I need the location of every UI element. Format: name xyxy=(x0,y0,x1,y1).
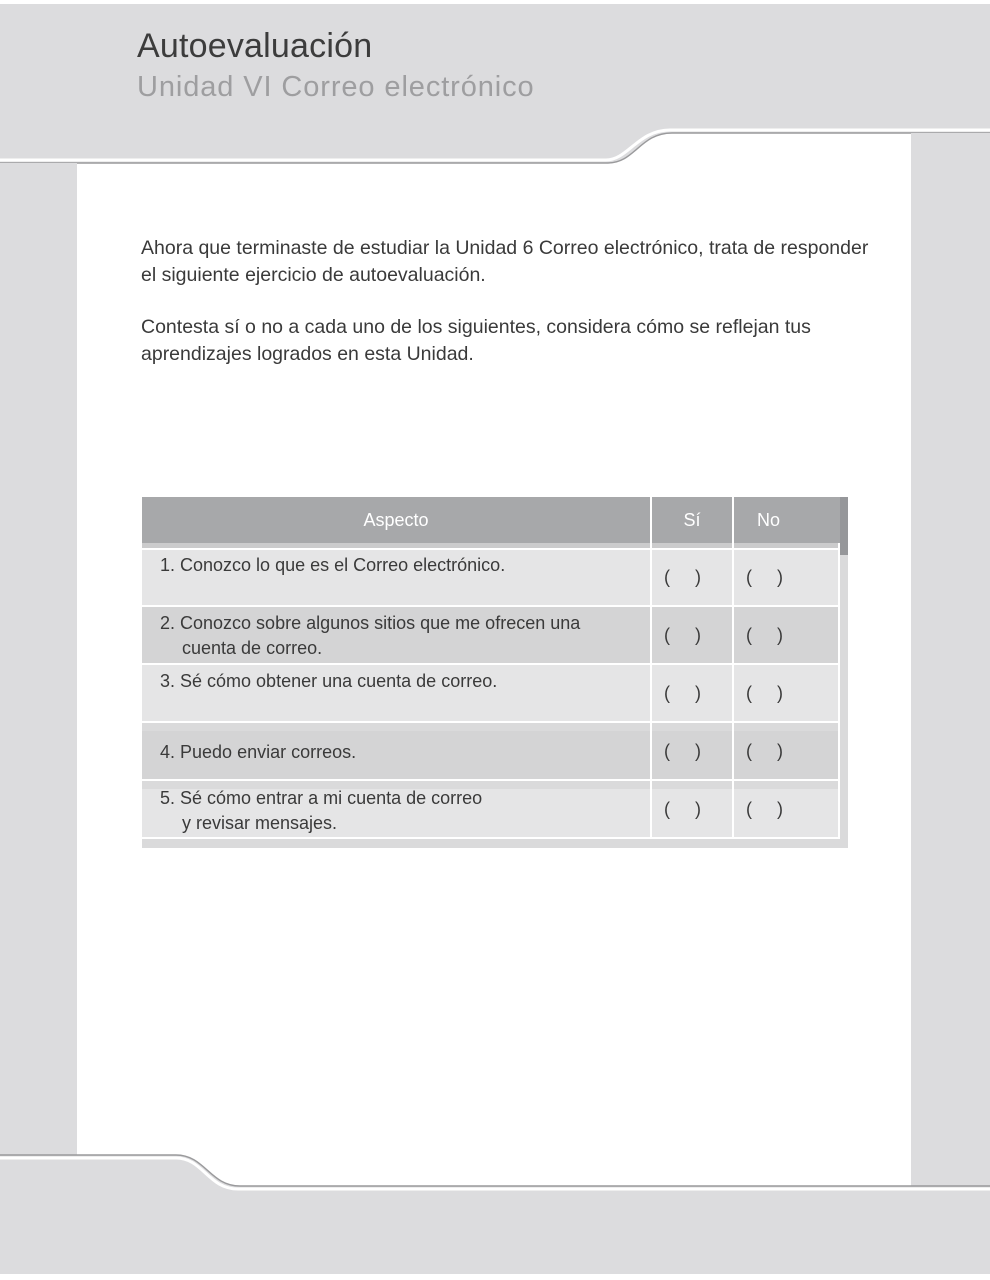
right-band xyxy=(911,133,990,1193)
column-divider xyxy=(838,543,840,839)
row-divider xyxy=(142,721,840,723)
answer-no-4[interactable]: ( ) xyxy=(746,741,783,761)
aspect-5: 5. Sé cómo entrar a mi cuenta de correo y revisar mensajes. xyxy=(160,788,483,833)
bottom-band xyxy=(0,1155,990,1274)
answer-no-5[interactable]: ( ) xyxy=(746,799,783,819)
answer-yes-5[interactable]: ( ) xyxy=(664,799,701,819)
page-subtitle: Unidad VI Correo electrónico xyxy=(137,71,535,103)
column-divider xyxy=(732,497,734,839)
row-divider xyxy=(142,837,840,839)
instructions-paragraph: Contesta sí o no a cada uno de los siguientes, considera cómo se reflejan tus aprendizajes logrados en esta Unidad. xyxy=(141,316,811,365)
aspect-3: 3. Sé cómo obtener una cuenta de correo. xyxy=(160,671,498,691)
row-divider xyxy=(142,605,840,607)
answer-no-3[interactable]: ( ) xyxy=(746,683,783,703)
answer-yes-2[interactable]: ( ) xyxy=(664,625,701,645)
column-divider xyxy=(650,497,652,839)
intro-paragraph: Ahora que terminaste de estudiar la Unidad 6 Correo electrónico, trata de responder el siguiente ejercicio de autoevaluación. xyxy=(141,237,869,286)
answer-yes-1[interactable]: ( ) xyxy=(664,567,701,587)
self-evaluation-table xyxy=(142,497,848,848)
answer-yes-3[interactable]: ( ) xyxy=(664,683,701,703)
answer-no-2[interactable]: ( ) xyxy=(746,625,783,645)
page-title: Autoevaluación xyxy=(137,27,373,65)
header-edge xyxy=(840,497,848,555)
header-no: No xyxy=(734,497,840,543)
row-divider xyxy=(142,663,840,665)
row-divider xyxy=(142,548,840,550)
row-divider xyxy=(142,779,840,781)
aspect-4: 4. Puedo enviar correos. xyxy=(160,742,357,762)
header-aspect: Aspecto xyxy=(142,497,650,543)
header-yes: Sí xyxy=(652,497,732,543)
aspect-2: 2. Conozco sobre algunos sitios que me ofrecen una cuenta de correo. xyxy=(160,613,581,658)
answer-no-1[interactable]: ( ) xyxy=(746,567,783,587)
aspect-1: 1. Conozco lo que es el Correo electrónico. xyxy=(160,555,506,575)
answer-yes-4[interactable]: ( ) xyxy=(664,741,701,761)
left-band xyxy=(0,163,77,1163)
